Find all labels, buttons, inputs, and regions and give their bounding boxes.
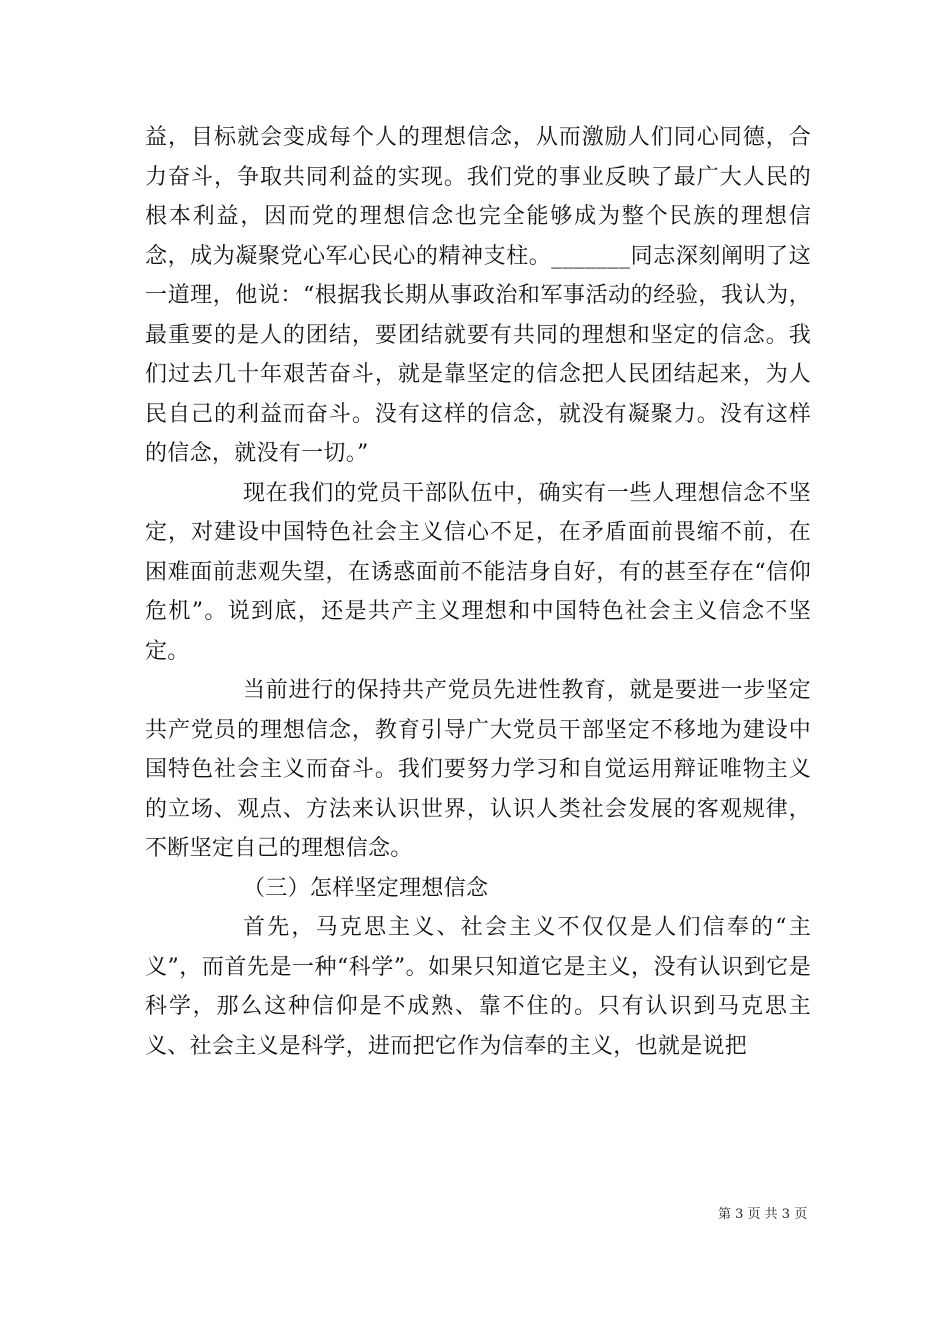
paragraph-marxism-science: 首先，马克思主义、社会主义不仅仅是人们信奉的“主义”，而首先是一种“科学”。如果只知道它是主义，没有认识到它是科学，那么这种信仰是不成熟、靠不住的。只有认识到马克思主义、社会主义是科学，进而把它作为信奉的主义，也就是说把 [145,915,811,1059]
paragraph-continued: 益，目标就会变成每个人的理想信念，从而激励人们同心同德，合力奋斗，争取共同利益的实现。我们党的事业反映了最广大人民的根本利益，因而党的理想信念也完全能够成为整个民族的理想信念，成为凝聚党心军心民心的精神支柱。_______同志深刻阐明了这一道理，他说：“根据我长期从事政治和军事活动的经验，我认为，最重要的是人的团结，要团结就要有共同的理想和坚定的信念。我们过去几十年艰苦奋斗，就是靠坚定的信念把人民团结起来，为人民自己的利益而奋斗。没有这样的信念，就没有凝聚力。没有这样的信念，就没有一切。” [145,125,811,466]
paragraph-party-cadres: 现在我们的党员干部队伍中，确实有一些人理想信念不坚定，对建设中国特色社会主义信心不足，在矛盾面前畏缩不前，在困难面前悲观失望，在诱惑面前不能洁身自好，有的甚至存在“信仰危机”。说到底，还是共产主义理想和中国特色社会主义信念不坚定。 [145,480,811,664]
body-text [145,118,811,1066]
paragraph-advanced-education: 当前进行的保持共产党员先进性教育，就是要进一步坚定共产党员的理想信念，教育引导广大党员干部坚定不移地为建设中国特色社会主义而奋斗。我们要努力学习和自觉运用辩证唯物主义的立场、观点、方法来认识世界，认识人类社会发展的客观规律，不断坚定自己的理想信念。 [145,678,811,861]
page-number-footer: 第 3 页 共 3 页 [718,1207,808,1222]
section-heading-3: （三）怎样坚定理想信念 [243,875,489,901]
